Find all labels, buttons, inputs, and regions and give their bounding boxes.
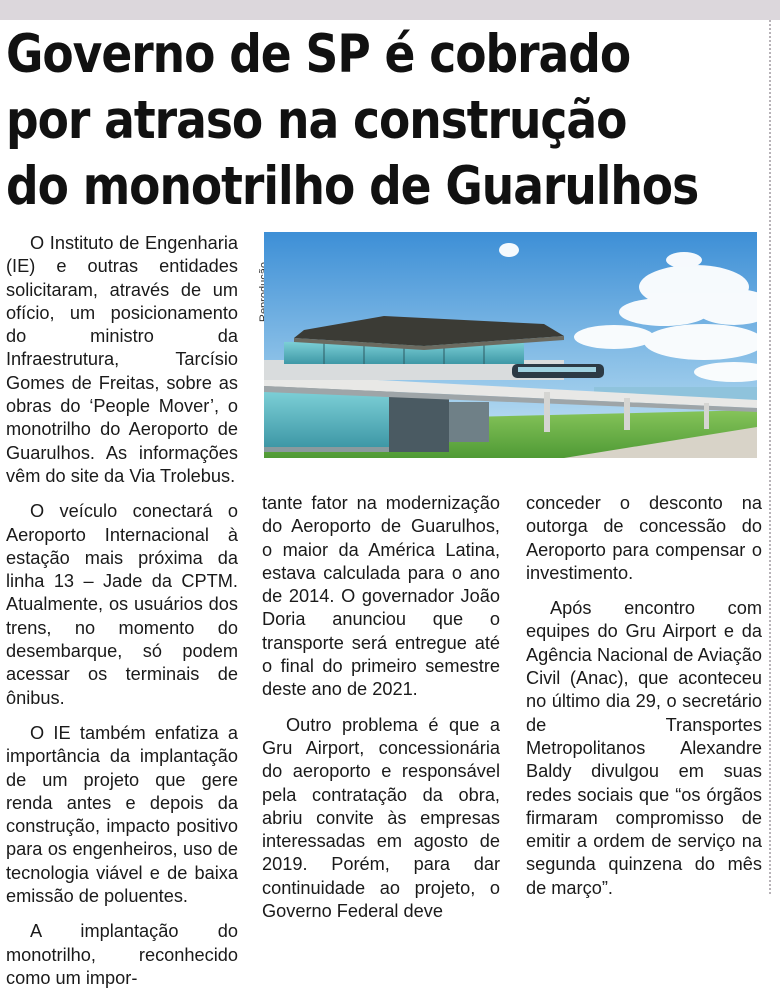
paragraph-2: O veículo conectará o Aeroporto Internacional à estação mais próxima da linha 13 – Jade da CPTM. Atualmente, os usuários dos trens, no momento do desembarque, só podem acessar os terminais de ônibus. (6, 501, 238, 708)
top-bar (0, 0, 780, 20)
paragraph-4: A implantação do monotrilho, reconhecido como um impor- (6, 921, 238, 988)
article-column-2 (262, 492, 500, 935)
paragraph-1: O Instituto de Engenharia (IE) e outras entidades solicitaram, através de um ofício, um posicionamento do ministro da Infraestrutura, Tarcísio Gomes de Freitas, sobre as obras do ‘People Mover’, o monotrilho do Aeroporto de Guarulhos. As informações vêm do site da Via Trolebus. (6, 233, 238, 486)
paragraph-6: Outro problema é que a Gru Airport, concessionária do aeroporto e responsável pela contratação da obra, abriu convite às empresas interessadas em agosto de 2019. Porém, para dar continuidade ao projeto, o Governo Federal deve (262, 714, 500, 922)
monorail-station-photo (264, 232, 757, 458)
article-column-1 (6, 232, 238, 1002)
headline-line-2: por atraso na construção (6, 90, 627, 151)
headline (6, 22, 699, 220)
article-column-3 (526, 492, 762, 912)
paragraph-3: O IE também enfatiza a importância da implantação de um projeto que gere renda antes e depois da construção, impacto positivo para os engenheiros, uso de tecnologia viável e de baixa emissão de poluentes. (6, 722, 238, 907)
column-divider (769, 20, 771, 894)
paragraph-7: conceder o desconto na outorga de concessão do Aeroporto para compensar o investimento. (526, 493, 762, 583)
monorail-station-illustration (264, 232, 757, 458)
paragraph-5: tante fator na modernização do Aeroporto de Guarulhos, o maior da América Latina, estava calculada para o ano de 2014. O governador João Doria anunciou que o transporte será entregue até o final do primeiro semestre deste ano de 2021. (262, 493, 500, 700)
headline-line-3: do monotrilho de Guarulhos (6, 156, 699, 217)
paragraph-8: Após encontro com equipes do Gru Airport e da Agência Nacional de Aviação Civil (Anac), que aconteceu no último dia 29, o secretário de Transportes Metropolitanos Alexandre Baldy divulgou em suas redes sociais que “os órgãos firmaram compromisso de emitir a ordem de serviço na segunda quinzena do mês de março”. (526, 598, 762, 898)
headline-line-1: Governo de SP é cobrado (6, 24, 631, 85)
